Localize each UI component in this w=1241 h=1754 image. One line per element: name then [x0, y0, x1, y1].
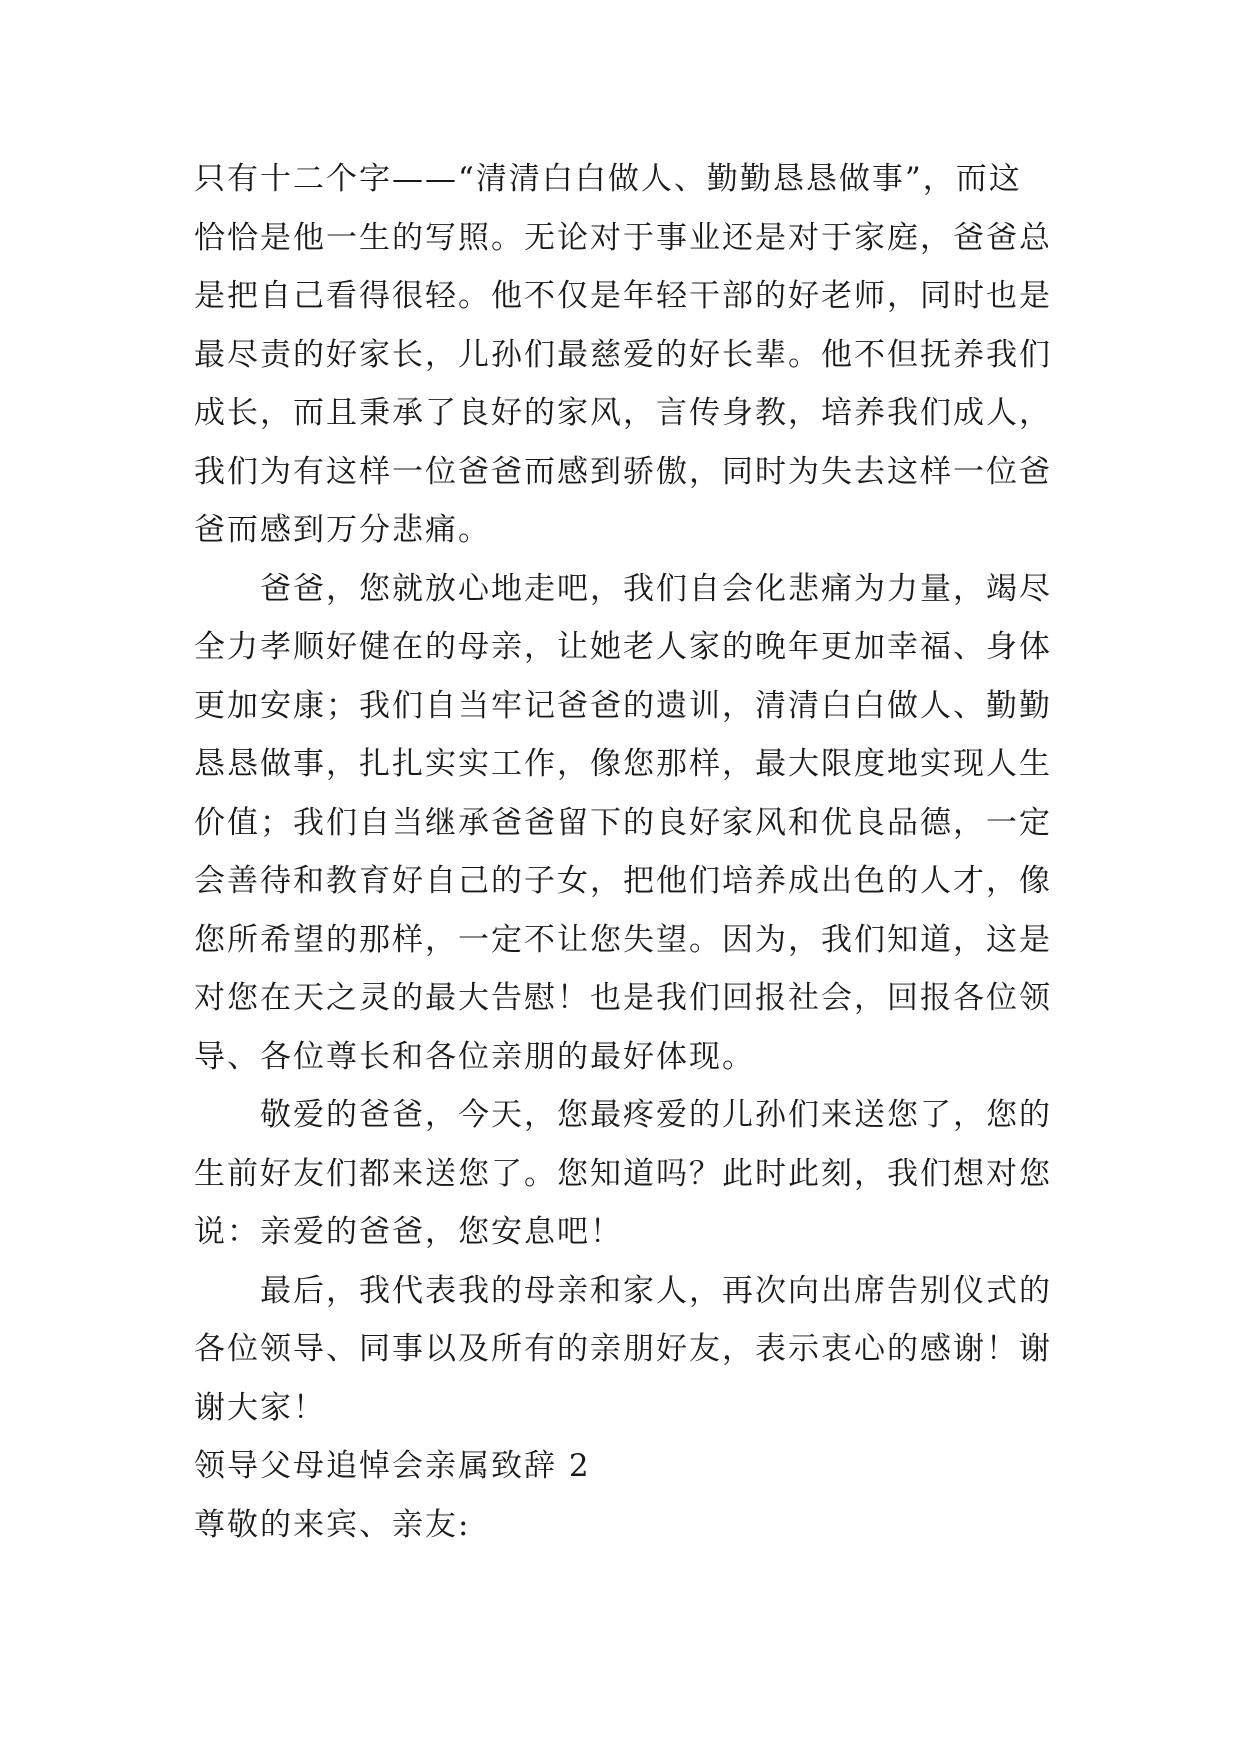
text-line: 生前好友们都来送您了。您知道吗？此时此刻，我们想对您 [194, 1155, 1052, 1192]
text-line: 谢大家！ [194, 1389, 326, 1426]
text-line: 全力孝顺好健在的母亲，让她老人家的晚年更加幸福、身体 [194, 629, 1052, 665]
salutation: 尊敬的来宾、亲友: [194, 1506, 471, 1543]
text-line: 对您在天之灵的最大告慰！也是我们回报社会，回报各位领 [194, 980, 1052, 1016]
text-line: 恰恰是他一生的写照。无论对于事业还是对于家庭，爸爸总 [194, 219, 1052, 256]
text-line: 我们为有这样一位爸爸而感到骄傲，同时为失去这样一位爸 [194, 453, 1052, 490]
paragraph-first-line: 爸爸，您就放心地走吧，我们自会化悲痛为力量，竭尽 [260, 570, 1052, 607]
text-line: 最尽责的好家长，儿孙们最慈爱的好长辈。他不但抚养我们 [194, 336, 1052, 373]
text-line: 更加安康；我们自当牢记爸爸的遗训，清清白白做人、勤勤 [194, 687, 1052, 724]
text-line: 您所希望的那样，一定不让您失望。因为，我们知道，这是 [194, 921, 1052, 958]
text-line: 会善待和教育好自己的子女，把他们培养成出色的人才，像 [194, 863, 1052, 899]
document-page [194, 150, 1054, 1554]
text-line: 恳恳做事，扎扎实实工作，像您那样，最大限度地实现人生 [194, 746, 1052, 782]
text-line: 是把自己看得很轻。他不仅是年轻干部的好老师，同时也是 [194, 278, 1052, 314]
paragraph-first-line: 最后，我代表我的母亲和家人，再次向出席告别仪式的 [260, 1272, 1052, 1309]
text-line: 各位领导、同事以及所有的亲朋好友，表示衷心的感谢！谢 [194, 1331, 1052, 1367]
text-line: 导、各位尊长和各位亲朋的最好体现。 [194, 1038, 755, 1075]
text-line: 爸而感到万分悲痛。 [194, 512, 491, 548]
text-line: 价值；我们自当继承爸爸留下的良好家风和优良品德，一定 [194, 804, 1052, 841]
paragraph-first-line: 敬爱的爸爸，今天，您最疼爱的儿孙们来送您了，您的 [260, 1097, 1052, 1133]
text-line: 成长，而且秉承了良好的家风，言传身教，培养我们成人， [194, 395, 1052, 431]
text-line: 说：亲爱的爸爸，您安息吧！ [194, 1214, 623, 1250]
section-heading: 领导父母追悼会亲属致辞 2 [194, 1448, 591, 1484]
text-line: 只有十二个字——“清清白白做人、勤勤恳恳做事”，而这 [194, 161, 1022, 197]
